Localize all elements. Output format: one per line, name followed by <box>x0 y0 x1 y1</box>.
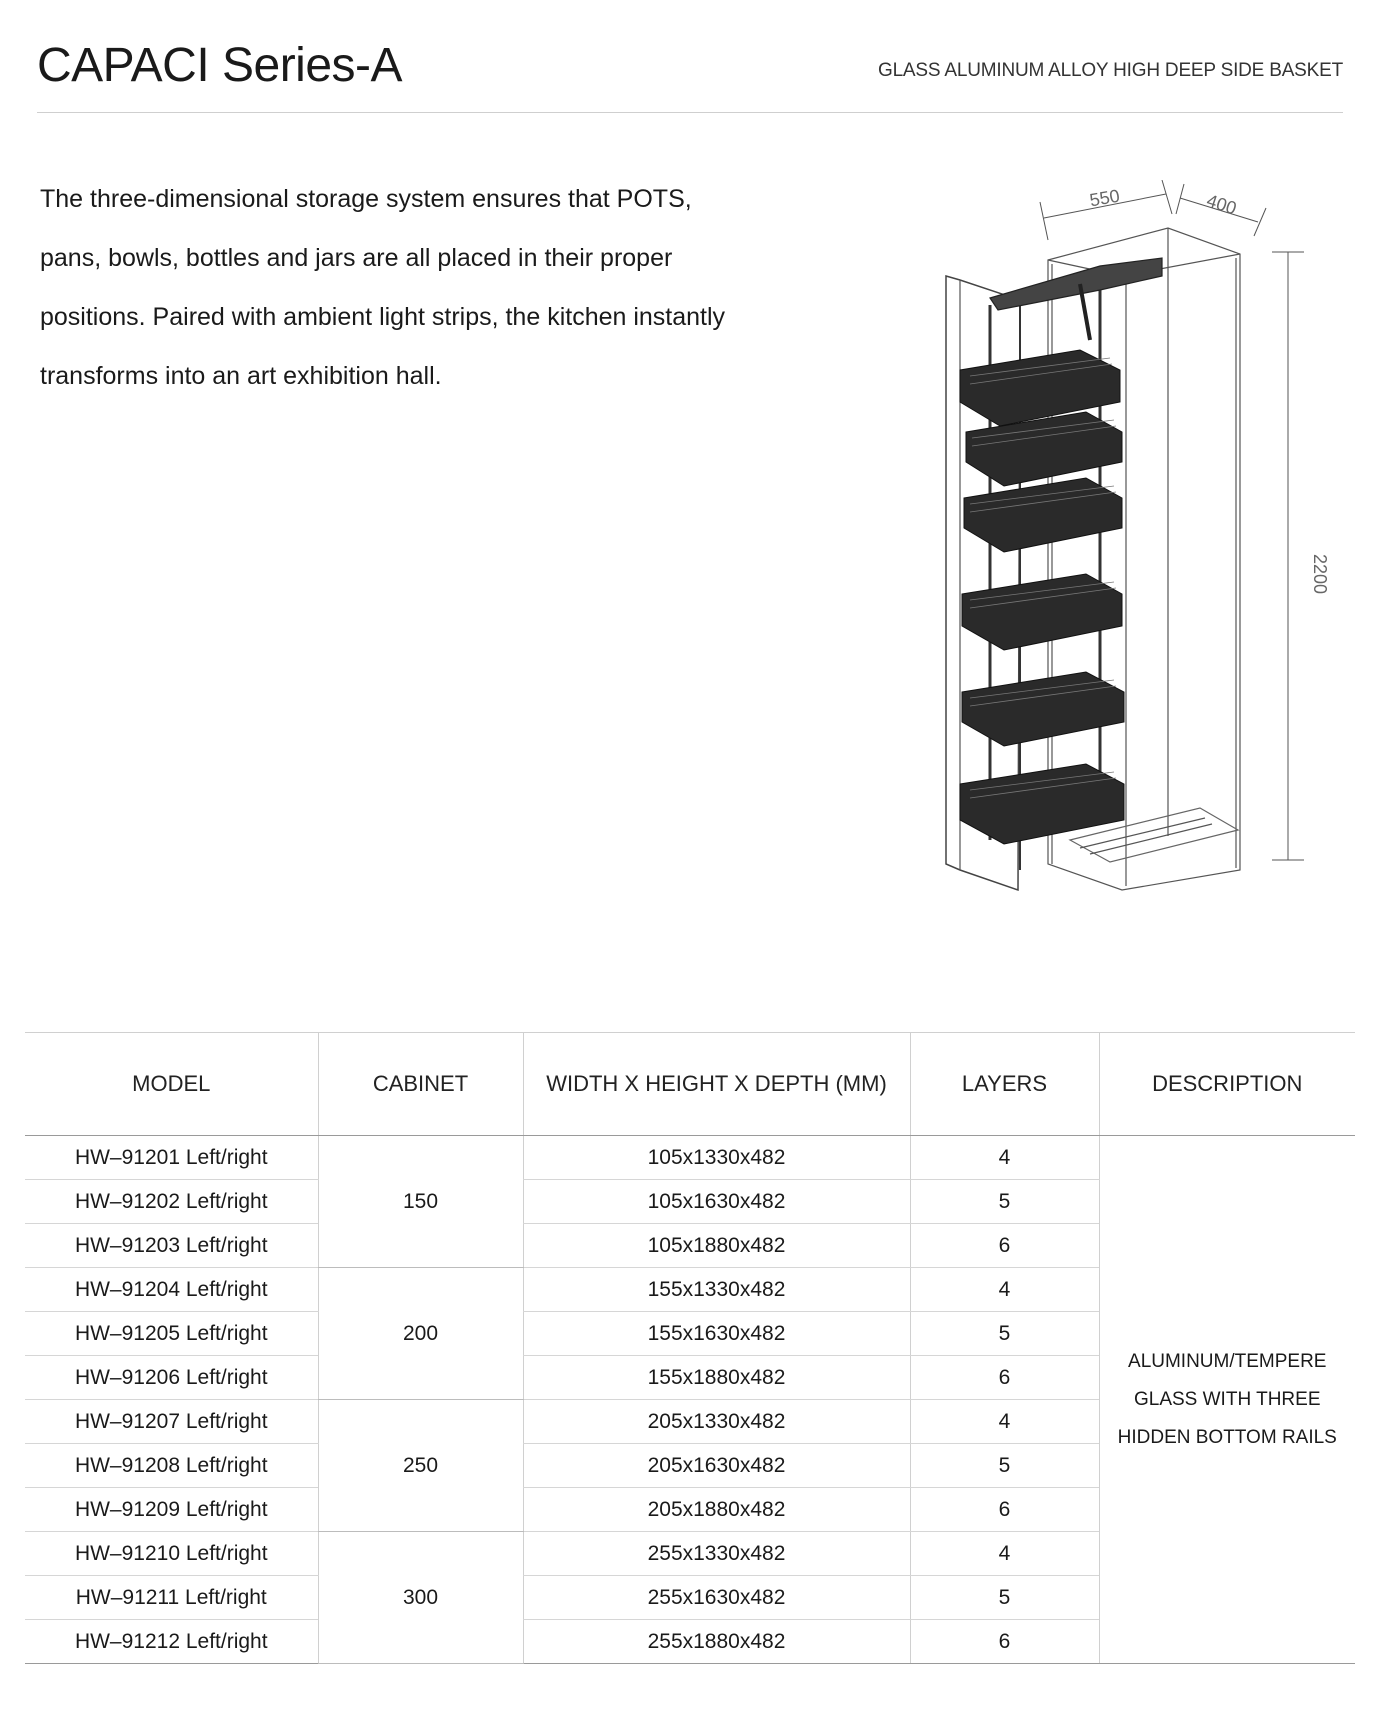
size-cell: 105x1630x482 <box>523 1180 910 1224</box>
dimension-width-label: 550 <box>1088 185 1122 211</box>
description-cell <box>1099 1136 1355 1664</box>
layers-cell: 5 <box>910 1444 1099 1488</box>
layers-cell: 5 <box>910 1312 1099 1356</box>
header-description: DESCRIPTION <box>1099 1033 1355 1136</box>
model-cell: HW–91207 Left/right <box>25 1400 318 1444</box>
model-cell: HW–91201 Left/right <box>25 1136 318 1180</box>
model-cell: HW–91206 Left/right <box>25 1356 318 1400</box>
dimension-height-label: 2200 <box>1310 554 1330 595</box>
layers-cell: 4 <box>910 1268 1099 1312</box>
description-line: GLASS WITH THREE <box>1133 1388 1321 1410</box>
model-cell: HW–91212 Left/right <box>25 1620 318 1664</box>
size-cell: 105x1880x482 <box>523 1224 910 1268</box>
layers-cell: 6 <box>910 1620 1099 1664</box>
spec-table <box>25 1032 1355 1664</box>
layers-cell: 4 <box>910 1136 1099 1180</box>
model-cell: HW–91211 Left/right <box>25 1576 318 1620</box>
layers-cell: 6 <box>910 1488 1099 1532</box>
size-cell: 255x1880x482 <box>523 1620 910 1664</box>
page-title: CAPACI Series-A <box>37 39 403 92</box>
dimension-depth-label: 400 <box>1204 190 1239 219</box>
layers-cell: 4 <box>910 1400 1099 1444</box>
size-cell: 105x1330x482 <box>523 1136 910 1180</box>
cabinet-cell: 300 <box>318 1532 523 1664</box>
header-layers: LAYERS <box>910 1033 1099 1136</box>
size-cell: 155x1330x482 <box>523 1268 910 1312</box>
description-line: ALUMINUM/TEMPERE <box>1128 1350 1327 1372</box>
layers-cell: 6 <box>910 1224 1099 1268</box>
size-cell: 255x1330x482 <box>523 1532 910 1576</box>
model-cell: HW–91210 Left/right <box>25 1532 318 1576</box>
size-cell: 255x1630x482 <box>523 1576 910 1620</box>
model-cell: HW–91203 Left/right <box>25 1224 318 1268</box>
model-cell: HW–91204 Left/right <box>25 1268 318 1312</box>
cabinet-cell: 200 <box>318 1268 523 1400</box>
layers-cell: 4 <box>910 1532 1099 1576</box>
layers-cell: 5 <box>910 1180 1099 1224</box>
cabinet-cell: 150 <box>318 1136 523 1268</box>
table-row <box>25 1136 1355 1180</box>
intro-paragraph: The three-dimensional storage system ensures that POTS, pans, bowls, bottles and jars are all placed in their proper positions. Paired with ambient light strips, the kitchen instantly transforms into an art exhibition hall. <box>40 185 726 390</box>
header-cabinet: CABINET <box>318 1033 523 1136</box>
size-cell: 205x1880x482 <box>523 1488 910 1532</box>
page-header <box>37 38 1343 113</box>
layers-cell: 6 <box>910 1356 1099 1400</box>
description-line: HIDDEN BOTTOM RAILS <box>1117 1426 1337 1448</box>
header-dimensions: WIDTH X HEIGHT X DEPTH (MM) <box>523 1033 910 1136</box>
model-cell: HW–91205 Left/right <box>25 1312 318 1356</box>
model-cell: HW–91202 Left/right <box>25 1180 318 1224</box>
size-cell: 205x1330x482 <box>523 1400 910 1444</box>
pantry-basket-drawing <box>900 180 1330 980</box>
size-cell: 155x1630x482 <box>523 1312 910 1356</box>
page-subtitle: GLASS ALUMINUM ALLOY HIGH DEEP SIDE BASKET <box>877 60 1343 81</box>
model-cell: HW–91209 Left/right <box>25 1488 318 1532</box>
header-model: MODEL <box>25 1033 318 1136</box>
model-cell: HW–91208 Left/right <box>25 1444 318 1488</box>
layers-cell: 5 <box>910 1576 1099 1620</box>
size-cell: 205x1630x482 <box>523 1444 910 1488</box>
cabinet-cell: 250 <box>318 1400 523 1532</box>
size-cell: 155x1880x482 <box>523 1356 910 1400</box>
table-header-row <box>25 1033 1355 1136</box>
